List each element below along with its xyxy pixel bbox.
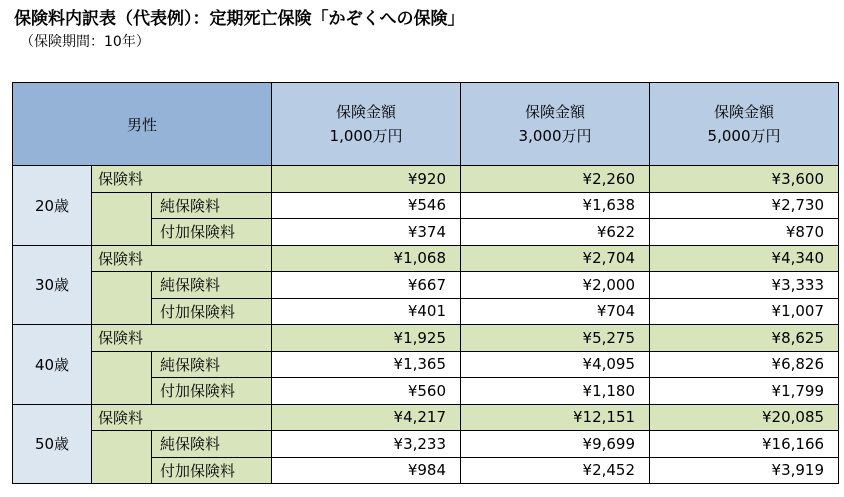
age-cell: 40歳 <box>13 325 92 405</box>
amount-header-3000 <box>461 83 650 166</box>
indent-spacer <box>92 351 152 404</box>
table-row-net-premium <box>13 351 839 378</box>
premium-value: ¥1,068 <box>272 245 461 272</box>
amount-header-value: 5,000万円 <box>707 127 781 145</box>
net-premium-label: 純保険料 <box>152 192 272 219</box>
loading-premium-value: ¥984 <box>272 457 461 484</box>
amount-header-value: 3,000万円 <box>518 127 592 145</box>
age-cell: 30歳 <box>13 245 92 325</box>
loading-premium-value: ¥622 <box>461 219 650 246</box>
net-premium-label: 純保険料 <box>152 272 272 299</box>
premium-label: 保険料 <box>92 245 272 272</box>
net-premium-value: ¥6,826 <box>650 351 839 378</box>
net-premium-value: ¥1,638 <box>461 192 650 219</box>
loading-premium-value: ¥374 <box>272 219 461 246</box>
loading-premium-label: 付加保険料 <box>152 219 272 246</box>
net-premium-value: ¥546 <box>272 192 461 219</box>
amount-header-value: 1,000万円 <box>329 127 403 145</box>
loading-premium-value: ¥704 <box>461 298 650 325</box>
age-cell: 50歳 <box>13 404 92 484</box>
table-row-premium <box>13 245 839 272</box>
net-premium-value: ¥1,365 <box>272 351 461 378</box>
table-header-row <box>13 83 839 166</box>
net-premium-value: ¥9,699 <box>461 431 650 458</box>
net-premium-label: 純保険料 <box>152 431 272 458</box>
loading-premium-value: ¥2,452 <box>461 457 650 484</box>
premium-label: 保険料 <box>92 325 272 352</box>
loading-premium-label: 付加保険料 <box>152 457 272 484</box>
premium-value: ¥3,600 <box>650 166 839 193</box>
loading-premium-value: ¥1,799 <box>650 378 839 405</box>
premium-breakdown-table <box>12 82 839 484</box>
table-row-premium <box>13 404 839 431</box>
net-premium-value: ¥2,730 <box>650 192 839 219</box>
table-row-net-premium <box>13 431 839 458</box>
document-title: 保険料内訳表（代表例）：定期死亡保険「かぞくへの保険」 <box>14 9 465 29</box>
amount-header-5000 <box>650 83 839 166</box>
loading-premium-label: 付加保険料 <box>152 298 272 325</box>
premium-value: ¥920 <box>272 166 461 193</box>
loading-premium-value: ¥3,919 <box>650 457 839 484</box>
net-premium-value: ¥3,333 <box>650 272 839 299</box>
net-premium-value: ¥3,233 <box>272 431 461 458</box>
age-cell: 20歳 <box>13 166 92 246</box>
net-premium-value: ¥4,095 <box>461 351 650 378</box>
premium-value: ¥2,260 <box>461 166 650 193</box>
loading-premium-value: ¥401 <box>272 298 461 325</box>
premium-value: ¥8,625 <box>650 325 839 352</box>
net-premium-label: 純保険料 <box>152 351 272 378</box>
table-row-net-premium <box>13 272 839 299</box>
table-row-net-premium <box>13 192 839 219</box>
premium-label: 保険料 <box>92 404 272 431</box>
premium-value: ¥5,275 <box>461 325 650 352</box>
amount-header-label: 保険金額 <box>525 103 586 121</box>
net-premium-value: ¥667 <box>272 272 461 299</box>
gender-header: 男性 <box>13 83 272 166</box>
indent-spacer <box>92 192 152 245</box>
net-premium-value: ¥16,166 <box>650 431 839 458</box>
amount-header-label: 保険金額 <box>714 103 775 121</box>
loading-premium-value: ¥1,180 <box>461 378 650 405</box>
premium-value: ¥12,151 <box>461 404 650 431</box>
premium-label: 保険料 <box>92 166 272 193</box>
table-row-premium <box>13 325 839 352</box>
premium-value: ¥2,704 <box>461 245 650 272</box>
loading-premium-label: 付加保険料 <box>152 378 272 405</box>
loading-premium-value: ¥560 <box>272 378 461 405</box>
premium-value: ¥4,217 <box>272 404 461 431</box>
table-row-premium <box>13 166 839 193</box>
amount-header-label: 保険金額 <box>336 103 397 121</box>
premium-value: ¥4,340 <box>650 245 839 272</box>
loading-premium-value: ¥870 <box>650 219 839 246</box>
net-premium-value: ¥2,000 <box>461 272 650 299</box>
premium-value: ¥1,925 <box>272 325 461 352</box>
loading-premium-value: ¥1,007 <box>650 298 839 325</box>
insurance-period-note: （保険期間：10年） <box>20 34 150 50</box>
indent-spacer <box>92 272 152 325</box>
amount-header-1000 <box>272 83 461 166</box>
premium-value: ¥20,085 <box>650 404 839 431</box>
indent-spacer <box>92 431 152 484</box>
